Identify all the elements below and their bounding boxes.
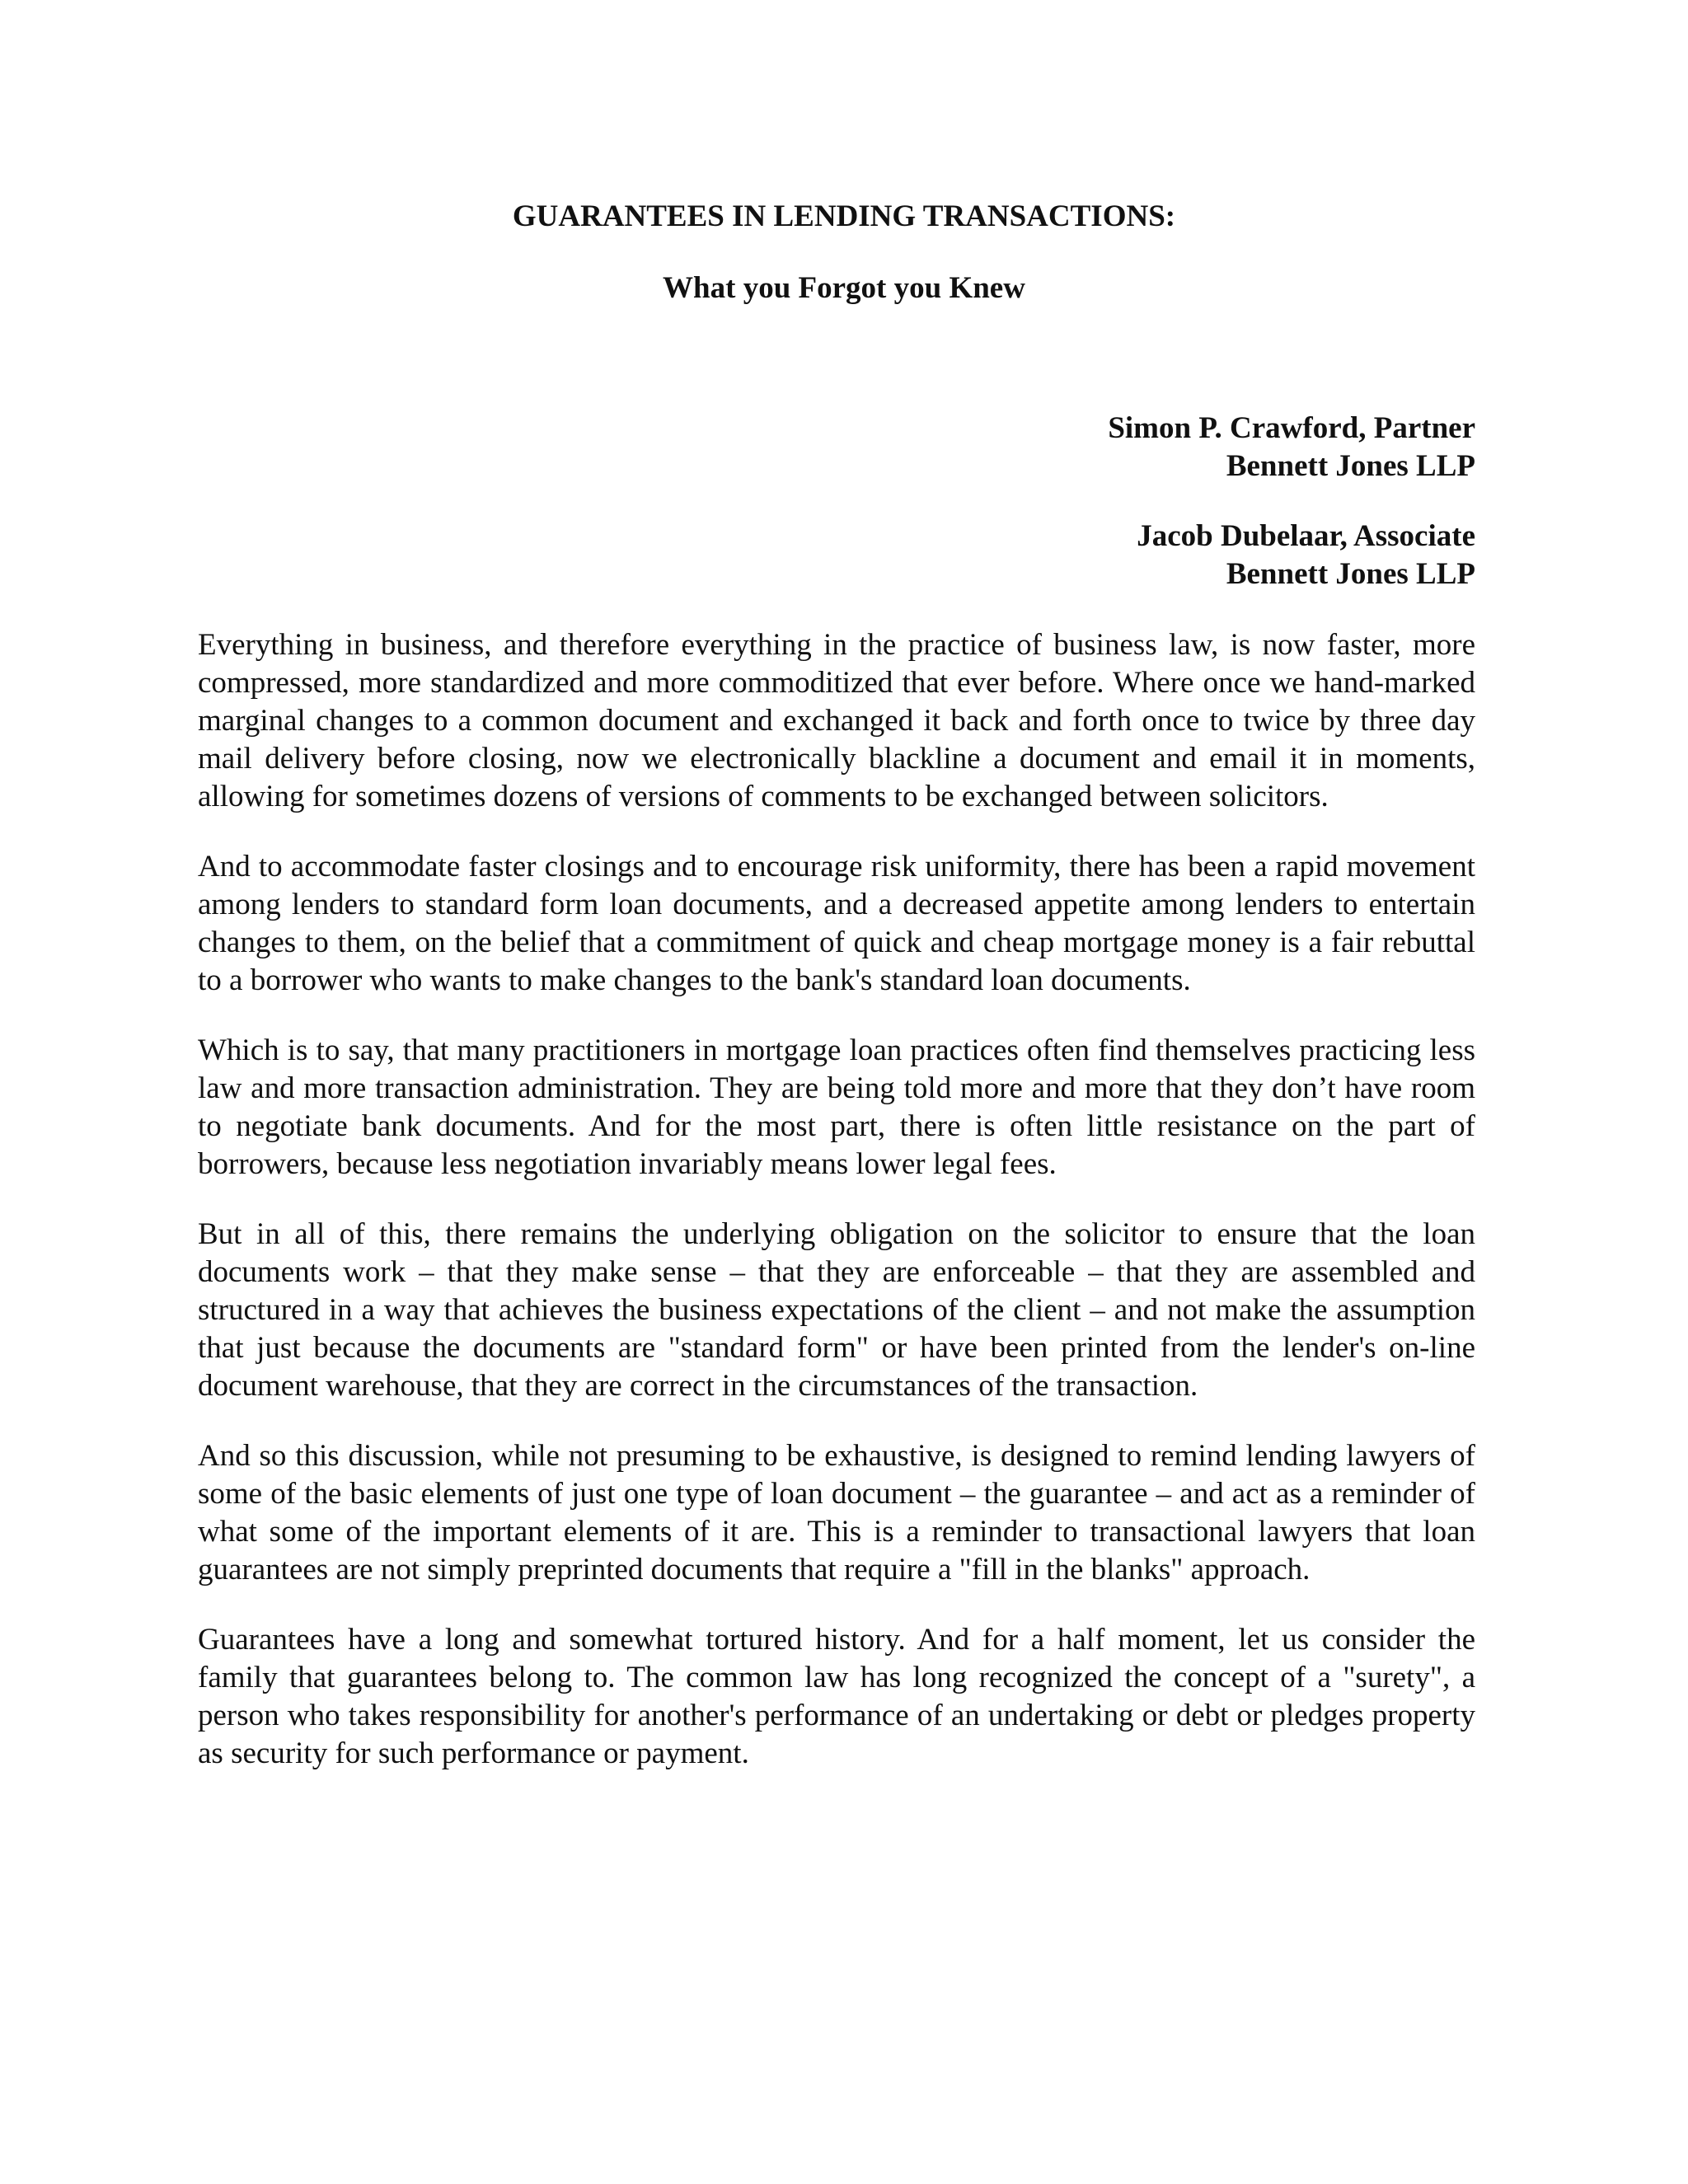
document-title: GUARANTEES IN LENDING TRANSACTIONS: [512, 199, 1176, 233]
author-firm: Bennett Jones LLP [1226, 449, 1475, 483]
author-firm: Bennett Jones LLP [1226, 557, 1475, 591]
author-block [1108, 410, 1475, 485]
author-name: Jacob Dubelaar, Associate [1137, 519, 1475, 553]
body-paragraph: Which is to say, that many practitioners in mortgage loan practices often find themselves practicing less law and more transaction administration. They are being told more and more that they don’t have room to negotiate bank documents. And for the most part, there is often little resistance on the part of borrowers, because less negotiation invariably means lower legal fees. [198, 1033, 1475, 1181]
body-paragraph: Guarantees have a long and somewhat tortured history. And for a half moment, let us consider the family that guarantees belong to. The common law has long recognized the concept of a "surety", a person who takes responsibility for another's performance of an undertaking or debt or pledges property as security for such performance or payment. [198, 1623, 1475, 1770]
body-paragraph: And to accommodate faster closings and to encourage risk uniformity, there has been a rapid movement among lenders to standard form loan documents, and a decreased appetite among lenders to entertain changes to them, on the belief that a commitment of quick and cheap mortgage money is a fair rebuttal to a borrower who wants to make changes to the bank's standard loan documents. [198, 850, 1475, 997]
author-name: Simon P. Crawford, Partner [1108, 411, 1475, 445]
body-paragraph: And so this discussion, while not presuming to be exhaustive, is designed to remind lending lawyers of some of the basic elements of just one type of loan document – the guarantee – and act as a reminder of what some of the important elements of it are. This is a reminder to transactional lawyers that loan guarantees are not simply preprinted documents that require a "fill in the blanks" approach. [198, 1439, 1475, 1586]
document-body [198, 626, 1475, 1805]
body-paragraph: Everything in business, and therefore everything in the practice of business law, is now faster, more compressed, more standardized and more commoditized that ever before. Where once we hand-marked marginal changes to a common document and exchanged it back and forth once to twice by three day mail delivery before closing, now we electronically blackline a document and email it in moments, allowing for sometimes dozens of versions of comments to be exchanged between solicitors. [198, 628, 1475, 813]
body-paragraph: But in all of this, there remains the underlying obligation on the solicitor to ensure that the loan documents work – that they make sense – that they are enforceable – that they are assembled and structured in a way that achieves the business expectations of the client – and not make the assumption that just because the documents are "standard form" or have been printed from the lender's on-line document warehouse, that they are correct in the circumstances of the transaction. [198, 1217, 1475, 1403]
author-block [1137, 518, 1475, 593]
document-subtitle: What you Forgot you Knew [663, 271, 1025, 305]
